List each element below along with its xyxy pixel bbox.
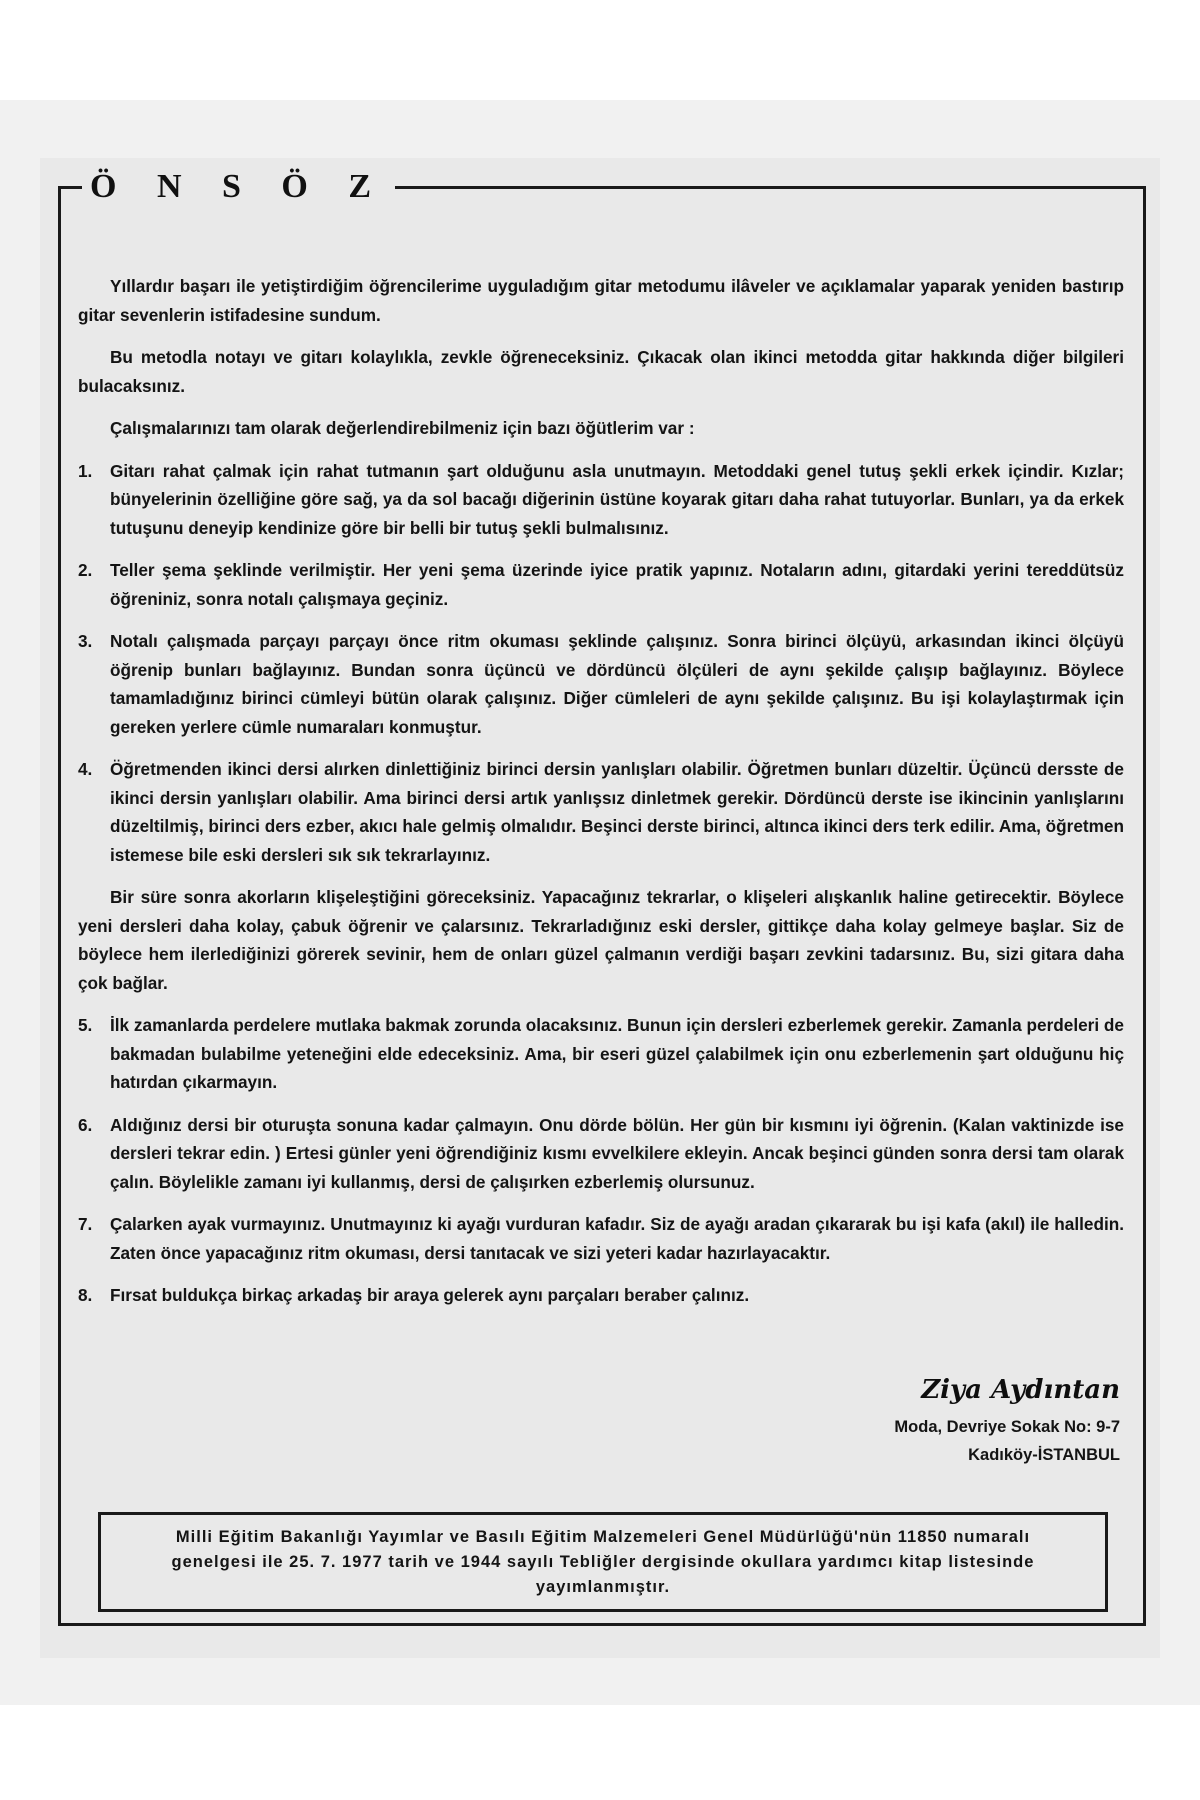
address-line-1: Moda, Devriye Sokak No: 9-7	[894, 1418, 1120, 1436]
approval-notice-box	[98, 1512, 1108, 1612]
list-item	[78, 457, 1124, 543]
item-number: 1.	[78, 460, 93, 481]
signature-block	[894, 1375, 1120, 1469]
item-text: Aldığınız dersi bir oturuşta sonuna kadar çalmayın. Onu dörde bölün. Her gün bir kısmını iyi öğrenin. (Kalan vaktinizde ise dersleri tekrar edin. ) Ertesi günler yeni öğrendiğiniz kısmı evvelkilere ekleyin. Ancak beşinci günden sonra dersi tam olarak çalın. Böylelikle zamanı iyi kullanmış, dersi de çalışırken ezberlemiş olursunuz.	[110, 1114, 1124, 1192]
address-line-2: Kadıköy-İSTANBUL	[968, 1446, 1120, 1464]
item-text: Notalı çalışmada parçayı parçayı önce ritm okuması şeklinde çalışınız. Sonra birinci ölçüyü, arkasından ikinci ölçüyü öğrenip bunları bağlayınız. Bundan sonra üçüncü ve dördüncü ölçüleri de aynı şekilde çalışıp bağlayınız. Böylece tamamladığınız birinci cümleyi bütün olarak çalışınız. Diğer cümleleri de aynı şekilde çalışınız. Bu işi kolaylaştırmak için gereken yerlere cümle numaraları konmuştur.	[110, 631, 1124, 737]
item-text: Teller şema şeklinde verilmiştir. Her yeni şema üzerinde iyice pratik yapınız. Notaların adını, gitardaki yerini tereddütsüz öğreniniz, sonra notalı çalışmaya geçiniz.	[110, 560, 1124, 609]
item-number: 5.	[78, 1015, 93, 1035]
item-number: 8.	[78, 1285, 93, 1305]
list-item	[78, 1011, 1124, 1097]
page-title: Ö N S Ö Z	[82, 168, 395, 206]
item-text: Fırsat buldukça birkaç arkadaş bir araya gelerek aynı parçaları beraber çalınız.	[110, 1285, 750, 1305]
item-number: 3.	[78, 631, 93, 651]
item-text: Gitarı rahat çalmak için rahat tutmanın şart olduğunu asla unutmayın. Metoddaki genel tutuş şekli erkek içindir. Kızlar; bünyelerinin özelliğine göre sağ, ya da sol bacağı diğerinin üstüne koyarak gitarı daha rahat tutuyorlar. Bunları, ya da erkek tutuşunu deneyip kendinize göre bir belli bir tutuş şekli bulmalısınız.	[110, 460, 1124, 538]
item-number: 2.	[78, 560, 93, 580]
approval-notice-text: Milli Eğitim Bakanlığı Yayımlar ve Basılı Eğitim Malzemeleri Genel Müdürlüğü'nün 11850 numaralı genelgesi ile 25. 7. 1977 tarih ve 1944 sayılı Tebliğler dergisinde okullara yardımcı kitap listesinde yayımlanmıştır.	[171, 1527, 1035, 1596]
list-item	[78, 627, 1124, 741]
list-item	[78, 755, 1124, 869]
preface-body	[78, 272, 1124, 1324]
item-text: Çalarken ayak vurmayınız. Unutmayınız ki ayağı vurduran kafadır. Siz de ayağı aradan çıkararak bu işi kafa (akıl) ile halledin. Zaten önce yapacağınız ritm okuması, dersi tanıtacak ve sizi yeteri kadar hazırlayacaktır.	[110, 1214, 1124, 1263]
intro-paragraph-2: Bu metodla notayı ve gitarı kolaylıkla, zevkle öğreneceksiniz. Çıkacak olan ikinci metodda gitar hakkında diğer bilgileri bulacaksınız.	[78, 347, 1124, 396]
list-item	[78, 1210, 1124, 1267]
item-number: 6.	[78, 1114, 93, 1135]
list-item	[78, 1111, 1124, 1197]
middle-paragraph: Bir süre sonra akorların klişeleştiğini göreceksiniz. Yapacağınız tekrarlar, o klişeleri alışkanlık haline getirecektir. Böylece yeni dersleri daha kolay, çabuk öğrenir ve çalarsınız. Tekrarladığınız eski dersler, gittikçe daha kolay gelmeye başlar. Siz de böylece hem ilerlediğinizi görerek sevinir, hem de onları güzel çalmanın verdiği başarı zevkini tadarsınız. Bu, sizi gitara daha çok bağlar.	[78, 887, 1124, 993]
item-number: 4.	[78, 759, 93, 779]
list-item	[78, 1281, 1124, 1310]
item-text: İlk zamanlarda perdelere mutlaka bakmak zorunda olacaksınız. Bunun için dersleri ezberlemek gerekir. Zamanla perdeleri de bakmadan bulabilme yeteneğini elde edeceksiniz. Ama, bir eseri güzel çalabilmek için onu ezberlemenin şart olduğunu hiç hatırdan çıkarmayın.	[110, 1015, 1124, 1092]
intro-paragraph-1: Yıllardır başarı ile yetiştirdiğim öğrencilerime uyguladığım gitar metodumu ilâveler ve açıklamalar yaparak yeniden bastırıp gitar sevenlerin istifadesine sundum.	[78, 276, 1124, 325]
list-item	[78, 556, 1124, 613]
intro-paragraph-3: Çalışmalarınızı tam olarak değerlendirebilmeniz için bazı öğütlerim var :	[110, 418, 695, 438]
item-number: 7.	[78, 1214, 93, 1234]
item-text: Öğretmenden ikinci dersi alırken dinlettiğiniz birinci dersin yanlışları olabilir. Öğretmen bunları düzeltir. Üçüncü dersste de ikinci dersin yanlışları olabilir. Ama birinci dersi artık yanlışsız dinletmek gerekir. Dördüncü derste ise ikincinin yanlışlarını düzeltilmiş, birinci ders ezber, akıcı hale gelmiş olmalıdır. Beşinci derste birinci, altınca ikinci ders terk edilir. Ama, öğretmen istemese bile eski dersleri sık sık tekrarlayınız.	[110, 759, 1124, 865]
signature-name: Ziya Aydıntan	[921, 1375, 1120, 1405]
